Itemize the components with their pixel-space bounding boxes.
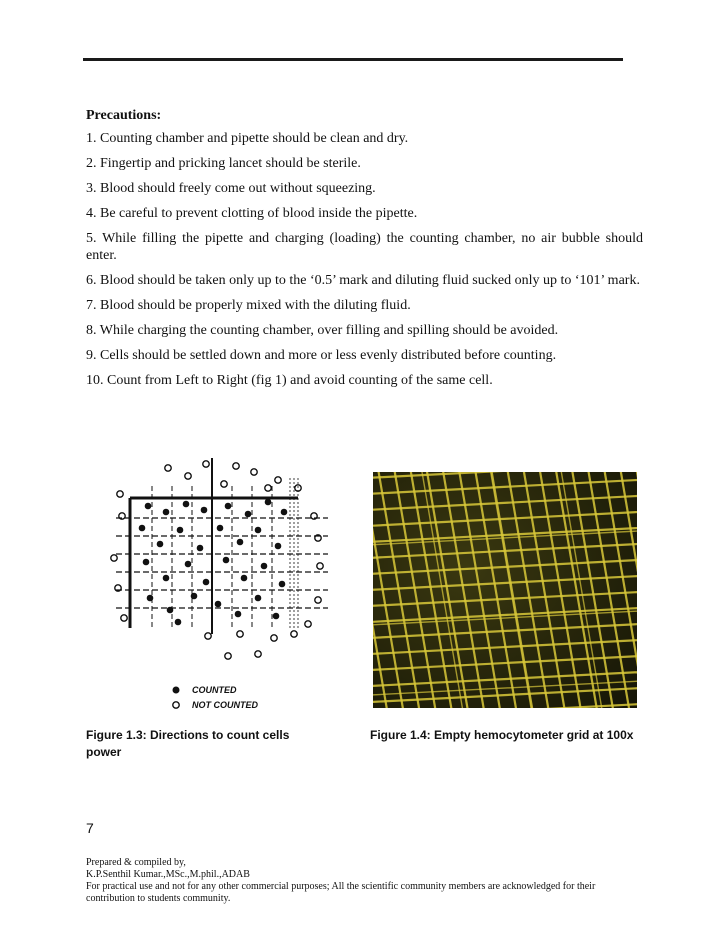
- list-item: 7. Blood should be properly mixed with the diluting fluid.: [86, 298, 411, 313]
- precautions-heading: Precautions:: [86, 108, 162, 123]
- counted-cell: [237, 539, 244, 546]
- list-item: 8. While charging the counting chamber, over filling and spilling should be avoided.: [86, 323, 559, 338]
- footer: [86, 857, 646, 905]
- not-counted-legend-label: NOT COUNTED: [192, 700, 258, 710]
- precautions-list: [86, 130, 643, 397]
- counted-cell: [201, 507, 208, 514]
- counted-cell: [163, 575, 170, 582]
- list-item: 9. Cells should be settled down and more or less evenly distributed before counting.: [86, 348, 557, 363]
- cells: [111, 461, 323, 659]
- counted-cell: [265, 499, 272, 506]
- counted-cell: [217, 525, 224, 532]
- counted-cell: [163, 509, 170, 516]
- counted-cell: [203, 579, 210, 586]
- footer-prepared-by: Prepared & compiled by,: [86, 857, 186, 868]
- figure-1-4-caption: Figure 1.4: Empty hemocytometer grid at 100x: [370, 728, 634, 742]
- counted-cell: [241, 575, 248, 582]
- not-counted-cell: [121, 615, 127, 621]
- counted-cell: [255, 595, 262, 602]
- list-item: 10. Count from Left to Right (fig 1) and avoid counting of the same cell.: [86, 373, 493, 388]
- hemocytometer-grid-photo: [373, 472, 637, 708]
- counted-cell: [281, 509, 288, 516]
- not-counted-cell: [317, 563, 323, 569]
- header-rule: [83, 58, 623, 61]
- counted-cell: [273, 613, 280, 620]
- counted-cell: [245, 511, 252, 518]
- not-counted-cell: [291, 631, 297, 637]
- figure-legend: [173, 685, 259, 710]
- not-counted-cell: [255, 651, 261, 657]
- not-counted-cell: [165, 465, 171, 471]
- not-counted-cell: [237, 631, 243, 637]
- list-item: 3. Blood should freely come out without squeezing.: [86, 181, 376, 196]
- not-counted-cell: [275, 477, 281, 483]
- counted-cell: [139, 525, 146, 532]
- counted-cell: [183, 501, 190, 508]
- counted-cell: [261, 563, 268, 570]
- not-counted-cell: [233, 463, 239, 469]
- list-item: 5. While filling the pipette and charging (loading) the counting chamber, no air bubble should enter.: [86, 231, 643, 263]
- list-item: 4. Be careful to prevent clotting of blood inside the pipette.: [86, 206, 418, 221]
- counted-cell: [167, 607, 174, 614]
- counting-directions-figure: [108, 458, 348, 714]
- figure-1-3-caption: Figure 1.3: Directions to count cells power: [86, 728, 290, 759]
- not-counted-cell: [315, 597, 321, 603]
- not-counted-cell: [221, 481, 227, 487]
- counted-legend-label: COUNTED: [192, 685, 237, 695]
- counted-cell: [147, 595, 154, 602]
- not-counted-cell: [185, 473, 191, 479]
- counted-cell: [223, 557, 230, 564]
- list-item: 1. Counting chamber and pipette should be clean and dry.: [86, 131, 409, 146]
- not-counted-cell: [203, 461, 209, 467]
- counted-cell: [225, 503, 232, 510]
- counted-cell: [191, 593, 198, 600]
- page-number: 7: [86, 820, 94, 836]
- counted-cell: [279, 581, 286, 588]
- footer-author: K.P.Senthil Kumar.,MSc.,M.phil.,ADAB: [86, 869, 250, 880]
- counted-cell: [275, 543, 282, 550]
- counted-cell: [235, 611, 242, 618]
- not-counted-legend-marker: [173, 702, 179, 708]
- counted-cell: [157, 541, 164, 548]
- not-counted-cell: [111, 555, 117, 561]
- not-counted-cell: [251, 469, 257, 475]
- not-counted-cell: [205, 633, 211, 639]
- list-item: 2. Fingertip and pricking lancet should be sterile.: [86, 156, 361, 171]
- not-counted-cell: [117, 491, 123, 497]
- grid-lines: [116, 458, 328, 634]
- counted-cell: [143, 559, 150, 566]
- footer-disclaimer: For practical use and not for any other commercial purposes; All the scientific community members are acknowledged for their contribution to students community.: [86, 881, 596, 904]
- not-counted-cell: [225, 653, 231, 659]
- counted-cell: [145, 503, 152, 510]
- list-item: 6. Blood should be taken only up to the ‘0.5’ mark and diluting fluid sucked only up to ‘101’ mark.: [86, 273, 640, 288]
- counted-cell: [185, 561, 192, 568]
- counted-cell: [177, 527, 184, 534]
- counted-cell: [215, 601, 222, 608]
- not-counted-cell: [271, 635, 277, 641]
- counted-cell: [255, 527, 262, 534]
- not-counted-cell: [265, 485, 271, 491]
- counted-cell: [197, 545, 204, 552]
- counted-legend-marker: [173, 687, 180, 694]
- counted-cell: [175, 619, 182, 626]
- not-counted-cell: [305, 621, 311, 627]
